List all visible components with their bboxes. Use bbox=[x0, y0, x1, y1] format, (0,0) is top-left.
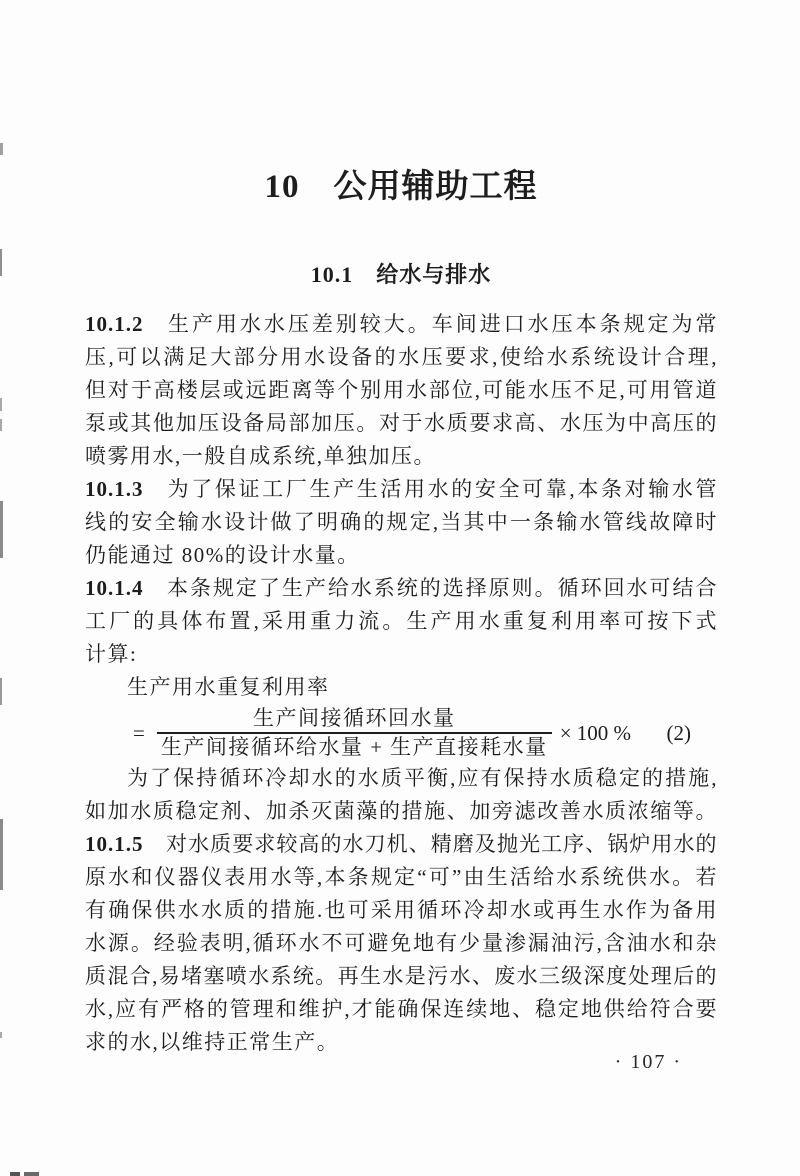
paragraph-line: 水,应有严格的管理和维护,才能确保连续地、稳定地供给符合要 bbox=[85, 997, 717, 1021]
paragraph-line bbox=[85, 572, 717, 605]
scan-artifact bbox=[0, 819, 3, 890]
scan-artifact bbox=[0, 419, 2, 431]
scan-artifact bbox=[24, 1172, 39, 1176]
section-title: 10.1 给水与排水 bbox=[310, 262, 492, 287]
paragraph-10-1-3 bbox=[85, 473, 717, 572]
scan-artifact bbox=[0, 678, 2, 705]
page-number: · 107 · bbox=[614, 1051, 682, 1073]
paragraph-line: 为了保持循环冷却水的水质平衡,应有保持水质稳定的措施, bbox=[127, 766, 717, 790]
line-text: 生产用水水压差别较大。车间进口水压本条规定为常 bbox=[165, 312, 717, 336]
paragraph-line: 泵或其他加压设备局部加压。对于水质要求高、水压为中高压的 bbox=[85, 411, 717, 435]
clause-number: 10.1.3 bbox=[85, 477, 144, 501]
line-text: 本条规定了生产给水系统的选择原则。循环回水可结合 bbox=[165, 576, 717, 600]
paragraph-line: 但对于高楼层或远距离等个别用水部位,可能水压不足,可用管道 bbox=[85, 378, 717, 402]
paragraph-line: 仍能通过 80%的设计水量。 bbox=[85, 543, 360, 567]
equation-number: (2) bbox=[666, 720, 691, 745]
formula bbox=[85, 706, 717, 760]
paragraph-line: 线的安全输水设计做了明确的规定,当其中一条输水管线故障时 bbox=[85, 510, 717, 534]
clause-number: 10.1.2 bbox=[85, 312, 144, 336]
paragraph-10-1-5 bbox=[85, 828, 717, 1059]
scan-artifact bbox=[0, 249, 2, 276]
paragraph-line: 质混合,易堵塞喷水系统。再生水是污水、废水三级深度处理后的 bbox=[85, 964, 717, 988]
paragraph-line: 工厂的具体布置,采用重力流。生产用水重复利用率可按下式 bbox=[85, 609, 717, 633]
scan-artifact bbox=[0, 143, 3, 155]
paragraph-line bbox=[85, 308, 717, 341]
paragraph-line: 喷雾用水,一般自成系统,单独加压。 bbox=[85, 444, 436, 468]
formula-multiplier: × 100 % bbox=[559, 720, 632, 745]
scan-artifact bbox=[0, 1032, 2, 1038]
equals-sign: = bbox=[133, 720, 145, 745]
note-paragraph bbox=[85, 762, 717, 828]
paragraph-line bbox=[85, 473, 717, 506]
fraction-numerator: 生产间接循环回水量 bbox=[253, 706, 456, 730]
clause-number: 10.1.5 bbox=[85, 832, 144, 856]
paragraph-10-1-2 bbox=[85, 308, 717, 473]
formula-fraction bbox=[157, 705, 552, 761]
scan-artifact bbox=[10, 1172, 20, 1176]
paragraph-line: 原水和仪器仪表用水等,本条规定“可”由生活给水系统供水。若 bbox=[85, 865, 717, 889]
paragraph-line: 水源。经验表明,循环水不可避免地有少量渗漏油污,含油水和杂 bbox=[85, 931, 717, 955]
fraction-denominator: 生产间接循环给水量 + 生产直接耗水量 bbox=[157, 732, 552, 761]
formula-lead-line: 生产用水重复利用率 bbox=[127, 675, 330, 699]
paragraph-line: 计算: bbox=[85, 642, 138, 666]
line-text: 对水质要求较高的水刀机、精磨及抛光工序、锅炉用水的 bbox=[165, 832, 717, 856]
paragraph-line: 有确保供水水质的措施.也可采用循环冷却水或再生水作为备用 bbox=[85, 898, 717, 922]
line-text: 为了保证工厂生产生活用水的安全可靠,本条对输水管 bbox=[165, 477, 717, 501]
chapter-title: 10 公用辅助工程 bbox=[264, 169, 538, 205]
paragraph-line bbox=[85, 828, 717, 861]
clause-number: 10.1.4 bbox=[85, 576, 144, 600]
paragraph-line: 如加水质稳定剂、加杀灭菌藻的措施、加旁滤改善水质浓缩等。 bbox=[85, 799, 717, 823]
text-column bbox=[85, 0, 717, 1059]
scan-artifact bbox=[0, 398, 2, 411]
paragraph-line: 求的水,以维持正常生产。 bbox=[85, 1030, 340, 1054]
scan-artifact bbox=[0, 501, 3, 558]
paragraph-line: 压,可以满足大部分用水设备的水压要求,使给水系统设计合理, bbox=[85, 345, 717, 369]
paragraph-10-1-4 bbox=[85, 572, 717, 671]
